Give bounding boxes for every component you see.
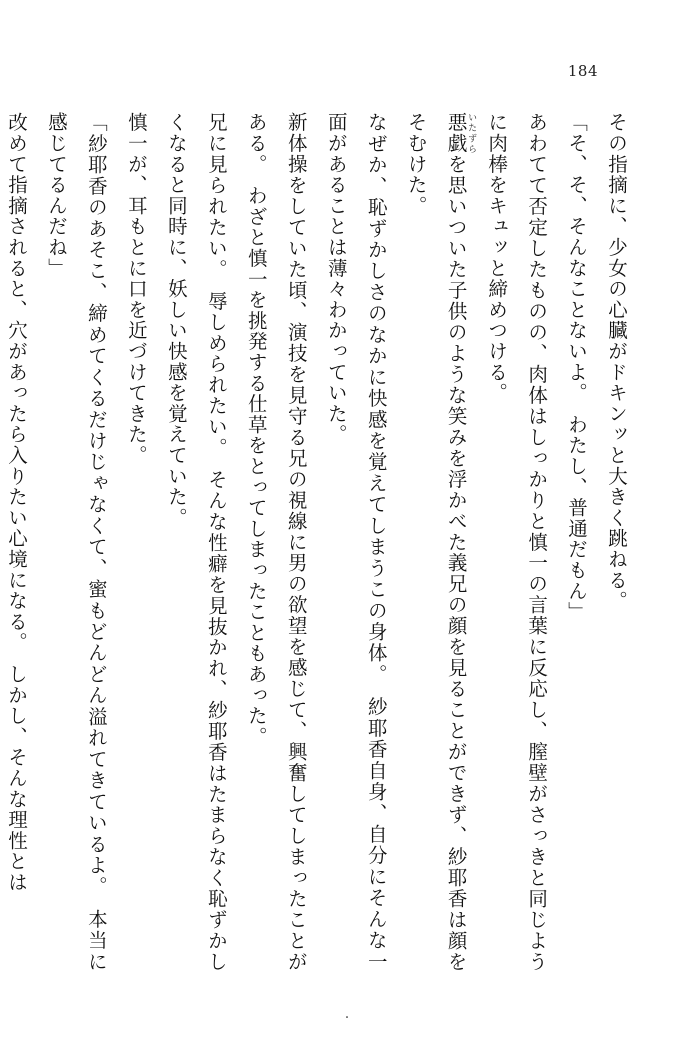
paragraph-1: その指摘に、少女の心臓がドキンッと大きく跳ねる。 [605,112,628,612]
page-body-text [4,112,636,972]
paragraph-2: 「そ、そ、そんなことないよ。 わたし、普通だもん」 [565,112,589,623]
paragraph-6: 新体操をしていた頃、演技を見守る兄の視線に男の欲望を感じて、興奮してしまったことがある。 わざと慎一を挑発する仕草をとってしまったこともあった。 [244,112,308,972]
ruby-akuitazura [444,112,477,154]
ruby-base: 悪戯 [444,112,468,154]
paragraph-5: なぜか、恥ずかしさのなかに快感を覚えてしまうこの身体。 紗耶香自身、自分にそんな一面があることは薄々わかっていた。 [324,112,388,972]
paragraph-8: 慎一が、耳もとに口を近づけてきた。 [124,112,148,466]
paragraph-4-with-ruby [396,112,476,972]
paragraph-4-rest: を思いついた子供のような笑みを浮かべた義兄の顔を見ることができず、紗耶香は顔をそむけた。 [404,112,468,972]
page-number: 184 [567,62,598,80]
paragraph-10: 改めて指摘されると、穴があったら入りたい心境になる。 しかし、そんな理性とは [4,112,28,893]
ruby-reading: いたずら [466,112,477,154]
footer-mark: ・ [342,1013,352,1024]
paragraph-7: 兄に見られたい。 辱しめられたい。 そんな性癖を見抜かれ、紗耶香はたまらなく恥ずかしくなると同時に、妖しい快感を覚えていた。 [164,112,228,972]
paragraph-9: 「紗耶香のあそこ、締めてくるだけじゃなくて、蜜もどんどん溢れてきているよ。 本当に感じてるんだね」 [44,112,108,972]
paragraph-3: あわてて否定したものの、肉体はしっかりと慎一の言葉に反応し、膣壁がさっきと同じように肉棒をキュッと締めつける。 [485,112,549,972]
